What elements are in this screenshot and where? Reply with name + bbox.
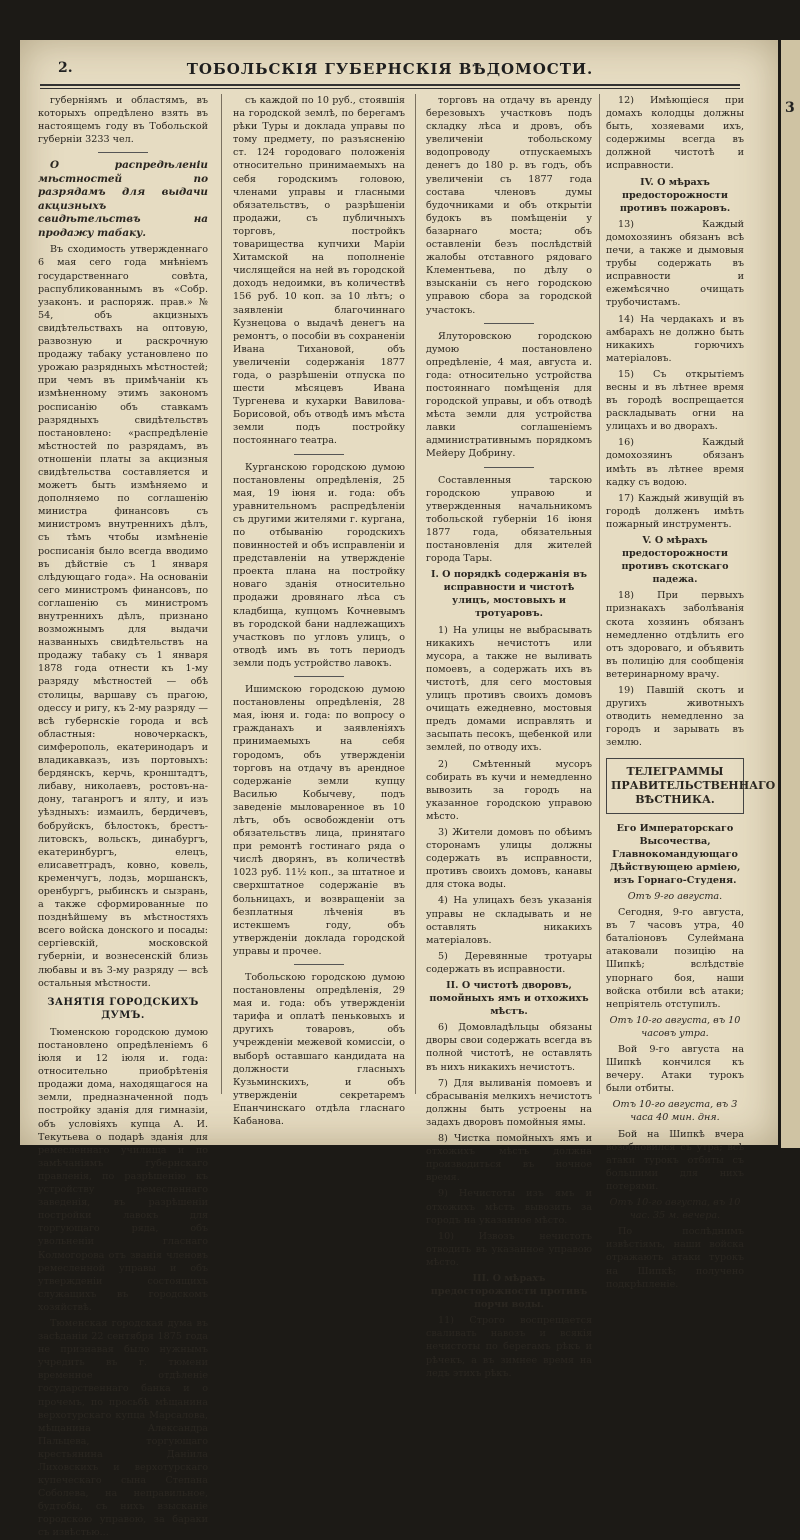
paragraph: Ишимскою городскою думою постановлены опредѣленія, 28 мая, іюня и. года: по вопросу о гражданахъ и заявленіяхъ принимаемыхъ на себя городомъ, объ утвержденіи торговъ на отдачу въ арендное содержаніе земли купцу Василью Кобычеву, подъ заведеніе мыловаренное въ 10 лѣтъ, объ освобожденіи отъ обязательствъ лица, принятаго при ремонтѣ гостинаго ряда о числѣ дворянъ, въ количествѣ 1023 руб. 11½ коп., за штатное и сверхштатное содержаніе въ больницахъ, и возвращеніи за безплатныя лѣченія въ истекшемъ году, объ утвержденіи доклада городской управы и прочее.: [233, 684, 405, 957]
page-header: [40, 58, 740, 84]
column-divider: [221, 94, 222, 1094]
subsection-heading: III. О мѣрахъ предосторожности противъ порчи воды.: [430, 1272, 588, 1311]
paragraph: Составленныя тарскою городскою управою и утвержденныя начальникомъ тобольской губерніи 16 іюня 1877 года, обязательныя постановленія для жителей города Тары.: [426, 474, 592, 565]
paragraph: съ каждой по 10 руб., стоявшія на городской землѣ, по берегамъ рѣки Туры и доклада управы по тому предмету, по разъясненію ст. 124 городоваго положенія относительно принимаемыхъ на себя городскимъ головою, членами управы и гласными обязательствъ, о разрѣшеніи продажи, съ публичныхъ торговъ, постройкъ товарищества купчихи Маріи Хитамской на пополненіе числящейся на ней въ городской доходъ недоимки, въ количествѣ 156 руб. 10 коп. за 10 лѣтъ; о заявленіи благочиннаго Кузнецова о выдачѣ денегъ на ремонтъ, о пособіи въ сохраненіи Ивана Тихановой, объ увеличеніи содержанія 1877 года, о разрѣшеніи отпуска по шести мѣсяцевъ Ивана Тургенева и кухарки Вавилова-Борисовой, объ отводѣ имъ мѣста земли подъ постройку постояннаго театра.: [233, 95, 405, 447]
telegram-date: Отъ 9-го августа.: [627, 890, 723, 902]
page-number: 2.: [58, 60, 73, 76]
divider: [294, 676, 344, 677]
subsection-heading: II. О чистотѣ дворовъ, помойныхъ ямъ и отхожихъ мѣстъ.: [429, 980, 589, 1018]
next-page-number: 3: [785, 100, 795, 116]
paragraph: Тюменская городская дума въ засѣданіи 22 сентября 1875 года не признавая было нужнымъ учредить въ г. тюмени временное отдѣленіе государственнаго банка и о прочемъ, по просьбѣ мѣщанина верхотурскаго купца Марсалова, мѣщанина Александра Пальцева, торгующаго крестьянина Даніила Лиховскихъ и верхотурскаго купеческаго сына Степана Соболева, на неправильное, будтобы, съ нихъ взысканіе городскою управою, за бараки съ извѣстью...: [38, 1317, 208, 1539]
paragraph: 9) Нечистоты изъ ямъ и отхожихъ мѣстъ вывозить за городъ на указанное мѣсто.: [426, 1188, 592, 1226]
paragraph: 6) Домовладѣльцы обязаны дворы свои содержать всегда въ полной чистотѣ, не оставлять въ нихъ никакихъ нечистотъ.: [426, 1022, 592, 1073]
paragraph: 19) Павшій скотъ и другихъ животныхъ отводить немедленно за городъ и зарывать въ землю.: [606, 685, 744, 749]
header-rule: [40, 84, 740, 86]
paragraph: 16) Каждый домохозяинъ обязанъ имѣть въ лѣтнее время кадку съ водою.: [606, 437, 744, 488]
paragraph: Вой 9-го августа на Шипкѣ кончился къ вечеру. Атаки турокъ были отбиты.: [606, 1044, 744, 1095]
subsection-heading: V. О мѣрахъ предосторожности противъ скотскаго падежа.: [621, 535, 729, 586]
paragraph: Бой на Шипкѣ вчера возобновился съ утра; всѣ атаки турокъ отбиты съ большими для нихъ потерями.: [606, 1128, 744, 1192]
paragraph: Сегодня, 9-го августа, въ 7 часовъ утра, 40 баталіоновъ Сулеймана атаковали позицію на Шипкѣ; вслѣдствіе упорнаго боя, наши войска отбили всѣ атаки; непріятель отступилъ.: [606, 907, 744, 1010]
paragraph: Тюменскою городскою думою постановлено опредѣленіемъ 6 іюля и 12 іюля и. года: относительно приобрѣтенія продажи дома, находящагося на земли, предназначенной подъ постройку зданія для гимназіи, объ условіяхъ купца А. И. Текутьева о подарѣ зданія для ремесленнаго училища и по замѣчаніямъ губернскаго правленія, по разрѣшенію къ устройству ремесленнаго заведенія, въ разрѣшеніи постройки лавокъ для торгующаго ряда, объ увольненіи гласнаго Колмогорова отъ званія членовъ ремесленной управы и объ утвержденіи состоящихъ служащихъ въ городскомъ хозяйствѣ.: [38, 1026, 208, 1313]
paragraph: Ялуторовскою городскою думою постановлено опредѣленіе, 4 мая, августа и. года: относительно устройства постояннаго помѣщенія для городской управы, и объ отводѣ мѣста земли для устройства лавки соглашеніемъ административнымъ порядкомъ Мейеру Добрину.: [426, 330, 592, 460]
paragraph: 13) Каждый домохозяинъ обязанъ всѣ печи, а также и дымовыя трубы содержать въ исправности и ежемѣсячно очищать трубочистамъ.: [606, 218, 744, 309]
telegrams-box: [606, 758, 776, 814]
telegrams-heading: ТЕЛЕГРАММЫ ПРАВИТЕЛЬСТВЕННАГО ВѢСТНИКА.: [611, 764, 776, 806]
paragraph: 5) Деревянные тротуары содержать въ исправности.: [426, 950, 592, 975]
paragraph: 8) Чистка помойныхъ ямъ и отхожихъ мѣстъ должна производиться въ ночное время.: [426, 1133, 592, 1184]
paragraph: По послѣднимъ извѣстіямъ, наши войска отражаютъ атаки турокъ на Шипкѣ; получено подкрѣпленіе.: [606, 1226, 744, 1290]
divider: [294, 964, 344, 965]
telegram-date: Отъ 10-го августа, въ 3 часа 40 мин. дня.: [612, 1099, 738, 1124]
telegram-date: Отъ 10-го августа, въ 10 час. 35 м. вечера.: [609, 1197, 741, 1222]
divider: [98, 152, 148, 153]
column-2: [233, 94, 405, 1128]
paragraph: 11) Строго воспрещается сваливать навозъ и всякія нечистоты по берегамъ рѣкъ и рѣчекъ, а въ зимнее время на ледъ этихъ рѣкъ.: [426, 1315, 592, 1379]
telegrams-subheading: Его Императорскаго Высочества, Главнокомандующаго Дѣйствующею арміею, изъ Горнаго-Студеня.: [609, 822, 741, 886]
paragraph: Въ сходимость утвержденнаго 6 мая сего года мнѣніемъ государственнаго совѣта, распубликованнымъ въ «Собр. узаконъ. и распоряж. прав.» № 54, объ акцизныхъ свидѣтельствахъ на оптовую, развозную и раскрочную продажу табаку установлено по урожаю разрядныхъ мѣстностей; при чемъ въ примѣчаніи къ измѣненному этимъ закономъ росписанію объ ставкамъ разрядныхъ свидѣтельствъ постановлено: «распредѣленіе мѣстностей по разрядамъ, въ отношеніи платы за акцизныя свидѣтельства составляется и можетъ быть измѣняемо и дополняемо по соглашенію министра финансовъ съ министромъ внутреннихъ дѣлъ, съ тѣмъ чтобы измѣненіе росписанія было всегда вводимо въ дѣйствіе съ 1 января слѣдующаго года». На основаніи сего министромъ финансовъ, по соглашенію съ министромъ внутреннихъ дѣлъ, признано возможнымъ для выдачи названныхъ свидѣтельствъ на продажу табаку съ 1 января 1878 года отнести къ 1-му разряду мѣстностей — обѣ столицы, варшаву съ прагою, одессу и ригу, къ 2-му разряду — всѣ губернскіе города и всѣ областныя: новочеркаскъ, симферополь, екатеринодаръ и владикавказъ, изъ портовыхъ: бердянскъ, керчь, кронштадтъ, либаву, николаевъ, ростовъ-на-дону, таганрогъ и ялту, и изъ уѣздныхъ: измаилъ, бердичевъ, бобруйскъ, бѣлостокъ, брестъ-литовскъ, вольскъ, динабургъ, екатеринбургъ, елецъ, елисаветградъ, ковно, ковель, кременчугъ, лодзь, моршанскъ, оренбургъ, рыбинскъ и сызрань, а также сформированные по позднѣйшему въ мѣстностяхъ всего войска донского и посады: сергіевскій, московской губерніи, и вознесенскій близь любавы и въ 3-му разряду — всѣ остальныя мѣстности.: [38, 244, 208, 989]
paragraph: губерніямъ и областямъ, въ которыхъ опредѣлено взять въ настоящемъ году въ Тобольской губерніи 3233 чел.: [38, 95, 208, 146]
paragraph: 2) Смѣтенный мусоръ собирать въ кучи и немедленно вывозить за городъ на указанное городскою управою мѣсто.: [426, 758, 592, 822]
column-divider: [599, 94, 600, 1094]
paragraph: 14) На чердакахъ и въ амбарахъ не должно быть никакихъ горючихъ матеріаловъ.: [606, 313, 744, 364]
paragraph: 7) Для выливанія помоевъ и сбрасыванія мелкихъ нечистотъ должны быть устроены на задахъ дворовъ помойныя ямы.: [426, 1077, 592, 1128]
paragraph: 17) Каждый живущій въ городѣ долженъ имѣть пожарный инструментъ.: [606, 492, 744, 530]
divider: [484, 323, 534, 324]
column-divider: [415, 94, 416, 1094]
paragraph: Курганскою городскою думою постановлены опредѣленія, 25 мая, 19 іюня и. года: объ уравнительномъ распредѣленіи съ другими жителями г. кургана, по отбыванію городскихъ повинностей и объ исправленіи и представленіи на утвержденіе проекта плана на постройку новаго зданія относительно продажи дровянаго лѣса съ кладбища, купцомъ Кочневымъ въ городской бани надлежащихъ участковъ по угловъ улицъ, о отводѣ имъ въ тотъ периодъ земли подъ устройство лавокъ.: [233, 461, 405, 669]
paragraph: 4) На улицахъ безъ указанія управы не складывать и не оставлять никакихъ матеріаловъ.: [426, 895, 592, 946]
column-3: [426, 94, 592, 1379]
paragraph: 12) Имѣющіеся при домахъ колодцы должны быть, хозяевами ихъ, содержимы всегда въ должной чистотѣ и исправности.: [606, 95, 744, 172]
subsection-heading: IV. О мѣрахъ предосторожности противъ пожаровъ.: [619, 176, 731, 214]
paragraph: торговъ на отдачу въ аренду березовыхъ участковъ подъ складку лѣса и дровъ, объ увеличеніи тобольскому водопроводу отпускаемыхъ денегъ до 180 р. въ годъ, объ увеличеніи съ 1877 года состава членовъ думы будочниками и объ открытіи будокъ въ помѣщеніи у базарнаго моста; объ оставленіи безъ послѣдствій жалобы отставного рядоваго Клементьева, по дѣлу о взысканіи съ него городскою управою сбора за городской участокъ.: [426, 95, 592, 316]
paragraph: Тобольскою городскою думою постановлены опредѣленія, 29 мая и. года: объ утвержденіи тарифа и оплатѣ пеньковыхъ и другихъ товаровъ, объ учрежденіи межевой комиссіи, о выборѣ оставшаго кандидата на должности гласныхъ Кузьминскихъ, и объ утвержденіи секретаремъ Епанчинскаго отдѣла гласнаго Кабанова.: [233, 972, 405, 1128]
header-rule-thin: [40, 88, 740, 89]
divider: [484, 467, 534, 468]
paragraph: 3) Жители домовъ по обѣимъ сторонамъ улицы должны содержать въ исправности, противъ своихъ домовъ, канавы для стока воды.: [426, 826, 592, 891]
divider: [294, 454, 344, 455]
column-1: [38, 94, 208, 1539]
paragraph: 15) Съ открытіемъ весны и въ лѣтнее время въ городѣ воспрещается раскладывать огни на улицахъ и во дворахъ.: [606, 368, 744, 433]
column-4: [606, 94, 776, 1290]
telegram-date: Отъ 10-го августа, въ 10 часовъ утра.: [609, 1014, 741, 1039]
section-heading: ЗАНЯТІЯ ГОРОДСКИХЪ ДУМЪ.: [47, 996, 199, 1021]
paragraph: 1) На улицы не выбрасывать никакихъ нечистотъ или мусора, а также не выливать помоевъ, а содержать ихъ въ чистотѣ, для сего мостовыя улицъ противъ своихъ домовъ очищать ежедневно, мостовыя предъ домами исправлять и засыпать песокъ, щебенкой или землей, по отводу ихъ.: [426, 624, 592, 754]
subsection-heading: I. О порядкѣ содержанія въ исправности и чистотѣ улицъ, мостовыхъ и тротуаровъ.: [431, 569, 587, 620]
paragraph: 18) При первыхъ признакахъ заболѣванія скота хозяинъ обязанъ немедленно отдѣлить его отъ здороваго, и объявить въ полицію для сообщенія ветеринарному врачу.: [606, 590, 744, 680]
paragraph: 10) Извозъ нечистотъ отводить въ указанное управою мѣсто.: [426, 1230, 592, 1268]
newspaper-title: ТОБОЛЬСКІЯ ГУБЕРНСКІЯ ВѢДОМОСТИ.: [186, 60, 594, 78]
article-heading: О распредѣленіи мѣстностей по разрядамъ для выдачи акцизныхъ свидѣтельствъ на продажу табаку.: [38, 159, 208, 239]
next-page-edge: [781, 40, 800, 1148]
